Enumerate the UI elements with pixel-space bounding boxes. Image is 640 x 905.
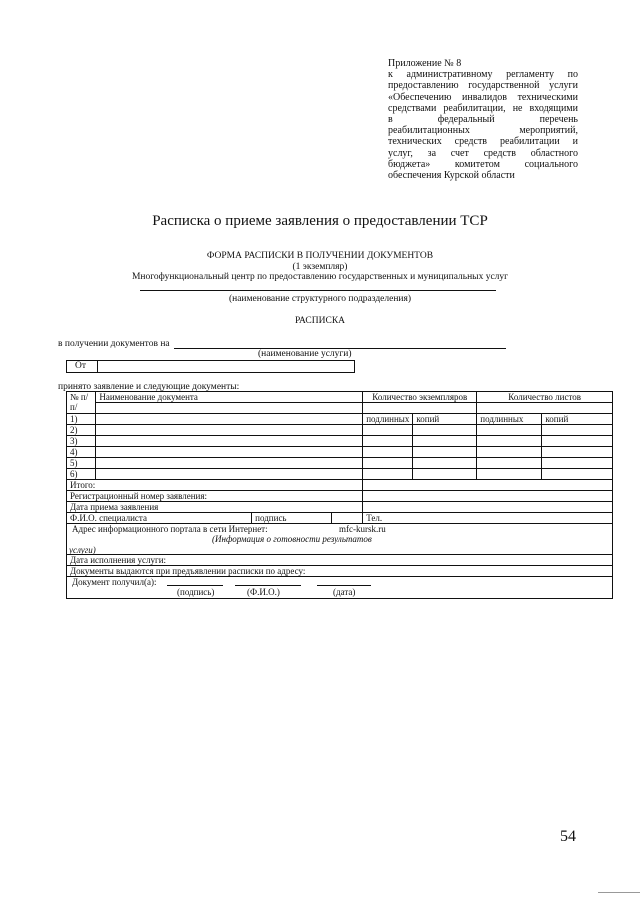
- received-on-label: в получении документов на: [58, 339, 170, 349]
- date-line: [317, 585, 371, 586]
- documents-table: [66, 391, 613, 599]
- date-received-row: [67, 502, 613, 513]
- scan-edge-mark: [598, 892, 640, 893]
- appendix-line: обеспечения Курской области: [388, 170, 515, 182]
- signature-line: [167, 585, 223, 586]
- total-label: Итого:: [67, 480, 363, 491]
- col-copies-header: Количество экземпляров: [363, 392, 477, 403]
- portal-label: Адрес информационного портала в сети Интернет:: [72, 524, 268, 534]
- col-no-header: № п/п/: [67, 392, 96, 414]
- appendix-block: [388, 58, 578, 181]
- appendix-line: бюджета» комитетом социального: [388, 158, 578, 170]
- page-number: 54: [560, 828, 576, 845]
- table-row: [67, 436, 613, 447]
- table-row-number: 5): [67, 458, 96, 469]
- total-row: [67, 480, 613, 491]
- portal-cell: [67, 524, 613, 555]
- table-row-number: 1): [67, 414, 96, 425]
- date-received-label: Дата приема заявления: [67, 502, 363, 513]
- unit-line: [140, 290, 496, 291]
- signature-label: подпись: [252, 513, 332, 524]
- date-done-label: Дата исполнения услуги:: [67, 555, 613, 566]
- appendix-line: в федеральный перечень: [388, 114, 578, 126]
- from-box: [66, 360, 355, 373]
- appendix-title: Приложение № 8: [388, 58, 462, 69]
- copies-header: копий: [413, 414, 477, 425]
- appendix-line: технических средств реабилитации и: [388, 136, 578, 148]
- phone-label: Тел.: [363, 513, 613, 524]
- table-row: [67, 425, 613, 436]
- from-label: От: [75, 361, 87, 371]
- date-done-row: [67, 555, 613, 566]
- reg-number-label: Регистрационный номер заявления:: [67, 491, 363, 502]
- reg-number-row: [67, 491, 613, 502]
- originals-header: подлинных: [363, 414, 413, 425]
- appendix-line: средствами реабилитации, не входящими: [388, 102, 578, 114]
- sheet-copies-header: копий: [542, 414, 613, 425]
- fio-caption: (Ф.И.О.): [247, 587, 280, 597]
- appendix-line: «Обеспечению инвалидов техническими: [388, 91, 578, 103]
- table-row: [67, 458, 613, 469]
- table-row-number: 2): [67, 425, 96, 436]
- from-divider: [97, 361, 98, 372]
- accepted-label: принято заявление и следующие документы:: [58, 382, 240, 392]
- signature-caption: (подпись): [177, 587, 215, 597]
- issued-row: [67, 566, 613, 577]
- sheet-originals-header: подлинных: [477, 414, 542, 425]
- col-name-header: Наименование документа: [96, 392, 363, 403]
- form-heading: ФОРМА РАСПИСКИ В ПОЛУЧЕНИИ ДОКУМЕНТОВ: [206, 251, 434, 261]
- specialist-row: [67, 513, 613, 524]
- form-copies: (1 экземпляр): [292, 262, 348, 272]
- portal-row: [67, 524, 613, 555]
- received-by-label: Документ получил(а):: [72, 577, 157, 587]
- appendix-line: услуг, за счет средств областного: [388, 147, 578, 159]
- receipt-heading: РАСПИСКА: [294, 316, 346, 326]
- center-name: Многофункциональный центр по предоставлению государственных и муниципальных услуг: [131, 272, 509, 282]
- table-header-row: [67, 392, 613, 403]
- service-caption: (наименование услуги): [258, 349, 352, 359]
- portal-info: (Информация о готовности результатов: [212, 534, 372, 544]
- col-sheets-header: Количество листов: [477, 392, 613, 403]
- table-row-number: 4): [67, 447, 96, 458]
- appendix-line: реабилитационных мероприятий,: [388, 125, 578, 137]
- table-row-number: 3): [67, 436, 96, 447]
- portal-url: mfc-kursk.ru: [339, 524, 386, 534]
- table-row: [67, 447, 613, 458]
- appendix-line: к административному регламенту по: [388, 69, 578, 81]
- document-title: Расписка о приеме заявления о предоставлении ТСР: [152, 213, 488, 229]
- specialist-label: Ф.И.О. специалиста: [67, 513, 252, 524]
- table-row: [67, 469, 613, 480]
- received-by-row: [67, 577, 613, 599]
- table-subheader-row: [67, 414, 613, 425]
- date-caption: (дата): [333, 587, 356, 597]
- issued-label: Документы выдаются при предъявлении расписки по адресу:: [67, 566, 613, 577]
- table-row-number: 6): [67, 469, 96, 480]
- received-by-cell: [67, 577, 613, 599]
- portal-info-end: услуги): [69, 545, 96, 555]
- appendix-line: предоставлению государственной услуги: [388, 80, 578, 92]
- fio-line: [235, 585, 301, 586]
- unit-caption: (наименование структурного подразделения): [228, 294, 412, 304]
